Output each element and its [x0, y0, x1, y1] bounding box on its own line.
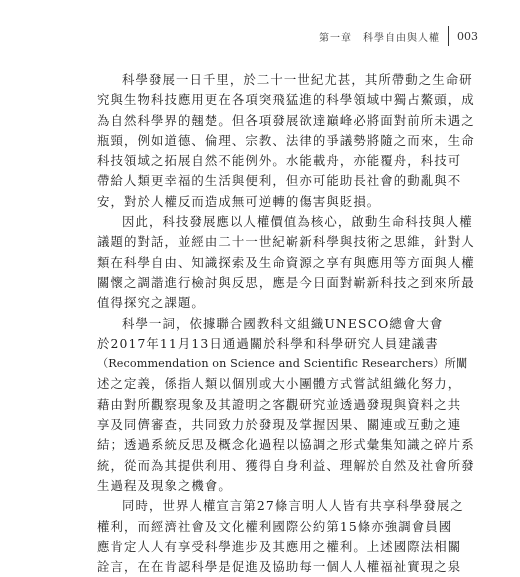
paragraph-2	[97, 212, 475, 313]
page-number: 003	[457, 29, 478, 43]
text-line: 關懷之調諧進行檢討與反思，應是今日面對嶄新科技之到來所最	[97, 274, 475, 290]
text-line: 瓶頸，例如道德、倫理、宗教、法律的爭議勢將隨之而來，生命	[97, 132, 475, 148]
paragraph-1	[97, 70, 475, 212]
header-divider	[448, 26, 449, 46]
text-line: 同時，世界人權宣言第27條言明人人皆有共享科學發展之	[122, 498, 464, 514]
text-line: 議題的對話，並經由二十一世紀嶄新科學與技術之思維，針對人	[97, 234, 475, 250]
text-line: 科學一詞，依據聯合國教科文組織UNESCO總會大會	[122, 315, 444, 331]
text-line: 帶給人類更幸福的生活與便利，但亦可能助長社會的動亂與不	[97, 173, 462, 189]
running-header	[319, 26, 478, 46]
text-line: 科技領域之拓展自然不能例外。水能載舟，亦能覆舟，科技可	[97, 153, 462, 169]
text-line: （Recommendation on Science and Scientific Researchers）所闡	[97, 357, 468, 371]
chapter-title: 第一章 科學自由與人權	[319, 32, 440, 44]
text-line: 因此，科技發展應以人權價值為核心，啟動生命科技與人權	[122, 214, 473, 230]
text-line: 於2017年11月13日通過關於科學和科學研究人員建議書	[97, 335, 439, 351]
text-line: 權利，而經濟社會及文化權利國際公約第15條亦強調會員國	[97, 518, 453, 534]
text-line: 結；透過系統反思及概念化過程以協調之形式彙集知識之碎片系	[97, 437, 475, 453]
text-line: 應肯定人人有享受科學進步及其應用之權利。上述國際法相關	[97, 538, 462, 554]
text-line: 統，從而為其提供利用、獲得自身利益、理解於自然及社會所發	[97, 457, 475, 473]
text-line: 值得探究之課題。	[97, 295, 205, 311]
text-line: 為自然科學界的翹楚。但各項發展欲達巔峰必將面對前所未遇之	[97, 112, 475, 128]
body-text	[97, 70, 475, 577]
text-line: 享及同儕審查，共同致力於發現及掌握因果、關連或互動之連	[97, 417, 462, 433]
paragraph-4	[97, 496, 464, 577]
text-line: 科學發展一日千里，於二十一世紀尤甚，其所帶動之生命研	[122, 72, 473, 87]
text-line: 究與生物科技應用更在各項突飛猛進的科學領域中獨占鰲頭，成	[97, 92, 475, 108]
text-line: 類在科學自由、知識探索及生命資源之享有與應用等方面與人權	[97, 254, 475, 270]
text-line: 詮言，在在肯認科學是促進及協助每一個人人權福祉實現之泉	[97, 559, 462, 575]
text-line: 述之定義，係指人類以個別或大小團體方式嘗試組織化努力，	[97, 376, 462, 392]
text-line: 藉由對所觀察現象及其證明之客觀研究並透過發現與資料之共	[97, 396, 462, 412]
text-line: 安，對於人權反而造成無可逆轉的傷害與貶損。	[97, 193, 381, 209]
text-line: 生過程及現象之機會。	[97, 477, 232, 493]
paragraph-3	[97, 314, 475, 497]
